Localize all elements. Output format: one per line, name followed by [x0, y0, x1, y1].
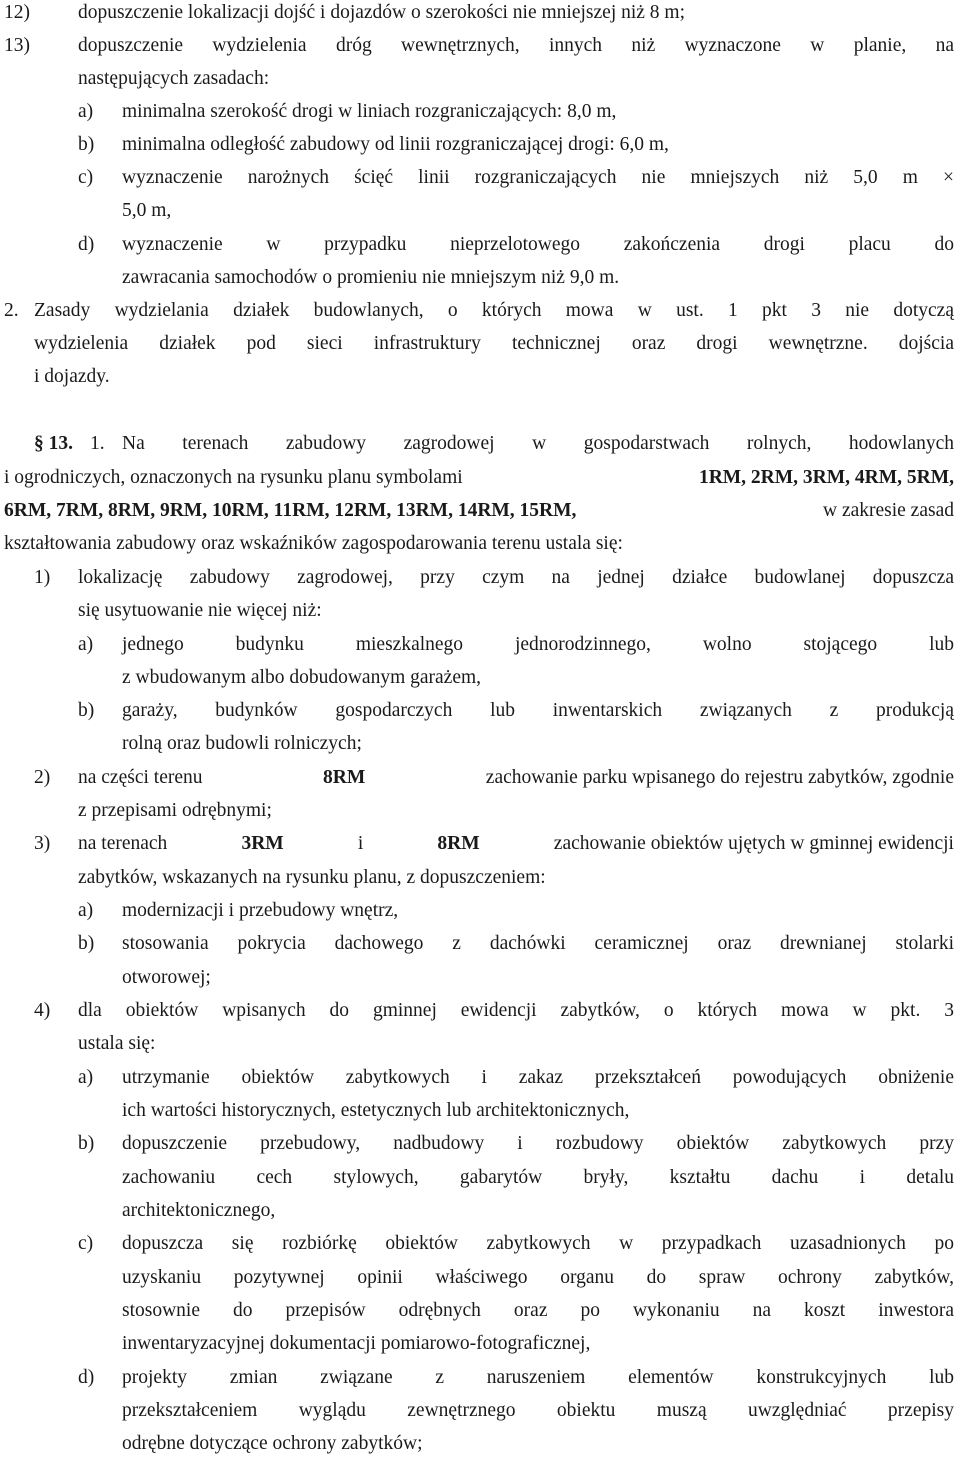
- list-marker: a): [78, 634, 94, 655]
- paragraph-text: Na terenach zabudowy zagrodowej w gospodarstwach rolnych, hodowlanych: [122, 433, 954, 454]
- paragraph-text: i ogrodniczych, oznaczonych na rysunku planu symbolami: [4, 467, 463, 488]
- list-text-continuation: ustala się:: [78, 1033, 156, 1054]
- list-text: dopuszczenie przebudowy, nadbudowy i rozbudowy obiektów zabytkowych przy: [122, 1133, 954, 1154]
- list-text-continuation: stosownie do przepisów odrębnych oraz po wykonaniu na koszt inwestora: [122, 1300, 954, 1321]
- list-marker: 2): [34, 767, 51, 788]
- list-text: dopuszcza się rozbiórkę obiektów zabytkowych w przypadkach uzasadnionych po: [122, 1233, 954, 1254]
- list-marker: 1.: [90, 433, 105, 454]
- point-12: [4, 0, 954, 29]
- list-text-continuation: przekształceniem wyglądu zewnętrznego obiektu muszą uwzględniać przepisy: [122, 1400, 954, 1421]
- list-text: minimalna odległość zabudowy od linii rozgraniczającej drogi: 6,0 m,: [122, 134, 669, 155]
- paragraph-line: [4, 461, 954, 494]
- list-marker: c): [78, 1233, 94, 1254]
- list-marker: 2.: [4, 300, 19, 321]
- point-13: [4, 29, 954, 62]
- list-text-continuation: zabytków, wskazanych na rysunku planu, z dopuszczeniem:: [78, 867, 546, 888]
- list-marker: 12): [4, 2, 30, 23]
- list-marker: d): [78, 1367, 95, 1388]
- zone-symbol: 8RM: [437, 833, 480, 854]
- point-2: [34, 761, 954, 794]
- list-text: dopuszczenie wydzielenia dróg wewnętrznych, innych niż wyznaczone w planie, na: [78, 35, 954, 56]
- point-4: [34, 994, 954, 1027]
- text-run: i: [357, 833, 364, 854]
- list-marker: b): [78, 1133, 95, 1154]
- subitem-d: [78, 228, 954, 261]
- list-text-continuation: rolną oraz budowli rolniczych;: [122, 733, 362, 754]
- list-text-continuation: zachowaniu cech stylowych, gabarytów bryły, kształtu dachu i detalu: [122, 1167, 954, 1188]
- paragraph-text: kształtowania zabudowy oraz wskaźników zagospodarowania terenu ustala się:: [4, 533, 623, 554]
- paragraph-text: i dojazdy.: [34, 366, 110, 387]
- zone-symbol: 3RM: [241, 833, 284, 854]
- list-text-continuation: odrębne dotyczące ochrony zabytków;: [122, 1433, 423, 1454]
- list-marker: a): [78, 1067, 94, 1088]
- list-marker: a): [78, 900, 94, 921]
- subitem-a: [78, 628, 954, 661]
- list-text: wyznaczenie narożnych ścięć linii rozgraniczających nie mniejszych niż 5,0 m ×: [122, 167, 954, 188]
- subitem-a: [78, 1061, 954, 1094]
- zone-symbols: 6RM, 7RM, 8RM, 9RM, 10RM, 11RM, 12RM, 13RM, 14RM, 15RM,: [4, 500, 577, 521]
- paragraph-line: [4, 494, 954, 527]
- subitem-a: [78, 894, 954, 927]
- subitem-a: [78, 95, 954, 128]
- list-text: [78, 761, 954, 794]
- subitem-c: [78, 161, 954, 194]
- point-3: [34, 827, 954, 860]
- list-text-continuation: otworowej;: [122, 967, 211, 988]
- list-text: modernizacji i przebudowy wnętrz,: [122, 900, 399, 921]
- list-marker: d): [78, 234, 95, 255]
- paragraph-text: Zasady wydzielania działek budowlanych, o których mowa w ust. 1 pkt 3 nie dotyczą: [34, 300, 954, 321]
- list-marker: b): [78, 700, 95, 721]
- list-marker: 1): [34, 567, 51, 588]
- zone-symbols: 1RM, 2RM, 3RM, 4RM, 5RM,: [698, 467, 954, 488]
- subitem-b: [78, 128, 954, 161]
- list-text: utrzymanie obiektów zabytkowych i zakaz przekształceń powodujących obniżenie: [122, 1067, 954, 1088]
- subitem-b: [78, 927, 954, 960]
- list-marker: 13): [4, 35, 30, 56]
- list-text-continuation: ich wartości historycznych, estetycznych lub architektonicznych,: [122, 1100, 630, 1121]
- list-text-continuation: uzyskaniu pozytywnej opinii właściwego organu do spraw ochrony zabytków,: [122, 1267, 954, 1288]
- list-text-continuation: z przepisami odrębnymi;: [78, 800, 272, 821]
- list-text-continuation: zawracania samochodów o promieniu nie mniejszym niż 9,0 m.: [122, 267, 620, 288]
- list-text: dopuszczenie lokalizacji dojść i dojazdów o szerokości nie mniejszej niż 8 m;: [78, 2, 686, 23]
- point-1: [34, 561, 954, 594]
- subitem-b: [78, 1127, 954, 1160]
- subitem-d: [78, 1361, 954, 1394]
- text-run: na terenach: [78, 833, 168, 854]
- subitem-b: [78, 694, 954, 727]
- list-text: dla obiektów wpisanych do gminnej ewidencji zabytków, o których mowa w pkt. 3: [78, 1000, 954, 1021]
- list-marker: b): [78, 933, 95, 954]
- list-text: stosowania pokrycia dachowego z dachówki ceramicznej oraz drewnianej stolarki: [122, 933, 954, 954]
- list-text: garaży, budynków gospodarczych lub inwentarskich związanych z produkcją: [122, 700, 954, 721]
- list-text-continuation: 5,0 m,: [122, 200, 172, 221]
- list-marker: 4): [34, 1000, 51, 1021]
- list-text: [78, 827, 954, 860]
- list-marker: c): [78, 167, 94, 188]
- subitem-c: [78, 1227, 954, 1260]
- text-run: zachowanie parku wpisanego do rejestru zabytków, zgodnie: [485, 767, 954, 788]
- text-run: na części terenu: [78, 767, 203, 788]
- list-text-continuation: następujących zasadach:: [78, 68, 270, 89]
- list-text: minimalna szerokość drogi w liniach rozgraniczających: 8,0 m,: [122, 101, 617, 122]
- section-heading: § 13.: [34, 433, 73, 454]
- list-marker: 3): [34, 833, 51, 854]
- list-text-continuation: się usytuowanie nie więcej niż:: [78, 600, 322, 621]
- list-text-continuation: inwentaryzacyjnej dokumentacji pomiarowo-fotograficznej,: [122, 1333, 591, 1354]
- list-text: projekty zmian związane z naruszeniem elementów konstrukcyjnych lub: [122, 1367, 954, 1388]
- list-marker: a): [78, 101, 94, 122]
- list-text: jednego budynku mieszkalnego jednorodzinnego, wolno stojącego lub: [122, 634, 954, 655]
- list-text-continuation: z wbudowanym albo dobudowanym garażem,: [122, 667, 482, 688]
- paragraph-text: w zakresie zasad: [822, 500, 954, 521]
- list-text: wyznaczenie w przypadku nieprzelotowego zakończenia drogi placu do: [122, 234, 954, 255]
- list-marker: b): [78, 134, 95, 155]
- text-run: zachowanie obiektów ujętych w gminnej ewidencji: [553, 833, 954, 854]
- section-13-intro: [34, 427, 954, 460]
- zone-symbol: 8RM: [323, 767, 366, 788]
- ust-2: [4, 294, 954, 327]
- paragraph-text: wydzielenia działek pod sieci infrastruktury technicznej oraz drogi wewnętrzne. dojścia: [34, 333, 954, 354]
- list-text: lokalizację zabudowy zagrodowej, przy czym na jednej działce budowlanej dopuszcza: [78, 567, 954, 588]
- list-text-continuation: architektonicznego,: [122, 1200, 276, 1221]
